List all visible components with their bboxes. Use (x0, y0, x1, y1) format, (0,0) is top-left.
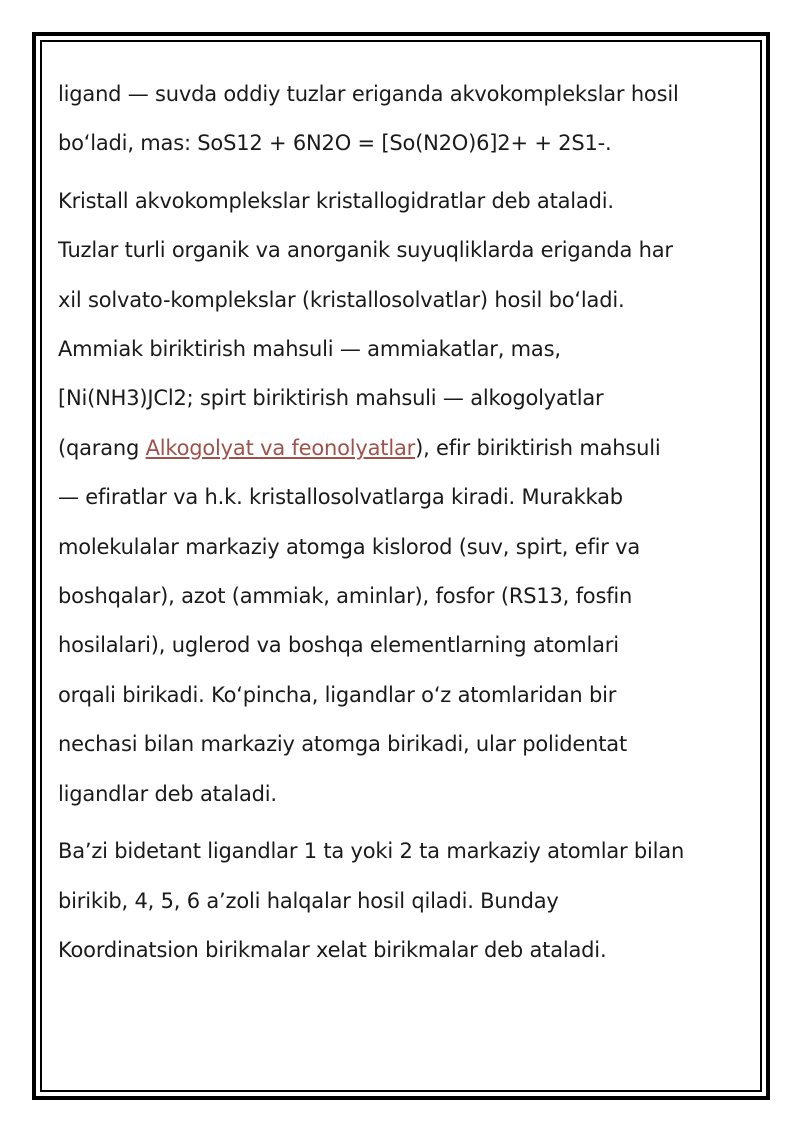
text-line: boshqalar), azot (ammiak, aminlar), fosfor (RS13, fosfin (58, 584, 633, 609)
text-line: boʻladi, mas: SoS12 + 6N2O = [So(N2O)6]2+ + 2S1-. (58, 131, 612, 156)
text-line: ligandlar deb ataladi. (58, 781, 277, 806)
paragraph-2 (58, 177, 748, 819)
text-line: molekulalar markaziy atomga kislorod (suv, spirt, efir va (58, 534, 641, 559)
text-line: Tuzlar turli organik va anorganik suyuqliklarda eriganda har (58, 238, 673, 263)
link-suffix-text: ), efir biriktirish mahsuli (415, 435, 661, 460)
text-line: — efiratlar va h.k. kristallosolvatlarga kiradi. Murakkab (58, 485, 623, 510)
text-line: nechasi bilan markaziy atomga birikadi, ular polidentat (58, 732, 627, 757)
text-line: Kristall akvokomplekslar kristallogidratlar deb ataladi. (58, 188, 614, 213)
text-line: Baʼzi bidetant ligandlar 1 ta yoki 2 ta markaziy atomlar bilan (58, 839, 685, 864)
alkogolyat-link[interactable]: Alkogolyat va feonolyatlar (145, 435, 416, 460)
text-line: Ammiak biriktirish mahsuli — ammiakatlar, mas, (58, 337, 561, 362)
text-line: Koordinatsion birikmalar xelat birikmalar deb ataladi. (58, 937, 607, 962)
text-line: orqali birikadi. Koʻpincha, ligandlar oʻz atomlaridan bir (58, 682, 617, 707)
text-line-with-link (58, 424, 748, 473)
text-line: [Ni(NH3)JCl2; spirt biriktirish mahsuli — alkogolyatlar (58, 386, 604, 411)
text-line: hosilalari), uglerod va boshqa elementlarning atomlari (58, 633, 619, 658)
paragraph-3 (58, 827, 748, 975)
text-line: ligand — suvda oddiy tuzlar eriganda akvokomplekslar hosil (58, 82, 679, 106)
document-body (58, 70, 748, 983)
paragraph-1 (58, 70, 748, 169)
link-prefix-text: (qarang (58, 435, 146, 460)
text-line: birikib, 4, 5, 6 aʼzoli halqalar hosil qiladi. Bunday (58, 888, 559, 913)
text-line: xil solvato-komplekslar (kristallosolvatlar) hosil boʻladi. (58, 287, 625, 312)
